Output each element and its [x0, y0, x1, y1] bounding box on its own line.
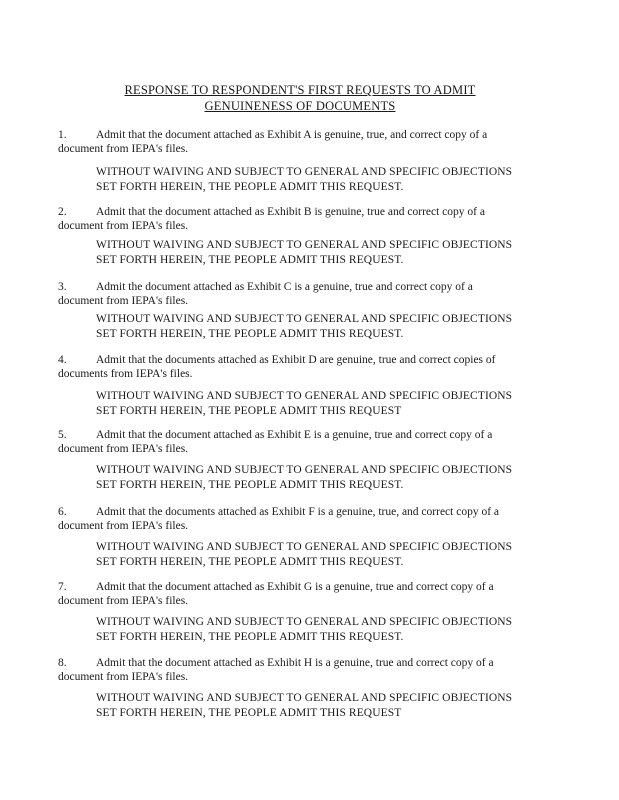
request-text-line-1: Admit that the document attached as Exhibit B is genuine, true and correct copy of a [96, 206, 485, 218]
request-number: 2. [58, 206, 67, 218]
request-text-line-1: Admit that the document attached as Exhibit H is a genuine, true and correct copy of a [96, 657, 494, 669]
request-text-line-2: document from IEPA's files. [58, 143, 189, 155]
response-text-line-2: SET FORTH HEREIN, THE PEOPLE ADMIT THIS REQUEST. [96, 254, 404, 266]
request-1 [58, 128, 553, 156]
document-title-line-1: RESPONSE TO RESPONDENT'S FIRST REQUESTS TO ADMIT [124, 83, 476, 97]
request-text-line-1: Admit that the documents attached as Exhibit D are genuine, true and correct copies of [96, 354, 496, 366]
response-text-line-2: SET FORTH HEREIN, THE PEOPLE ADMIT THIS REQUEST. [96, 328, 404, 340]
request-number: 5. [58, 429, 67, 441]
request-text-line-2: document from IEPA's files. [58, 295, 189, 307]
request-7 [58, 580, 553, 608]
request-3 [58, 280, 553, 308]
request-text-line-1: Admit that the document attached as Exhibit E is a genuine, true and correct copy of a [96, 429, 493, 441]
response-5 [96, 463, 556, 493]
request-text-line-1: Admit that the documents attached as Exhibit F is a genuine, true, and correct copy of a [96, 506, 500, 518]
request-text-line-1: Admit the document attached as Exhibit C is a genuine, true and correct copy of a [96, 281, 473, 293]
response-text-line-1: WITHOUT WAIVING AND SUBJECT TO GENERAL AND SPECIFIC OBJECTIONS [96, 239, 513, 251]
request-2 [58, 205, 553, 233]
response-4 [96, 389, 556, 419]
response-text-line-2: SET FORTH HEREIN, THE PEOPLE ADMIT THIS REQUEST. [96, 631, 404, 643]
document-title-line-2: GENUINENESS OF DOCUMENTS [204, 99, 396, 113]
request-text-line-1: Admit that the document attached as Exhibit A is genuine, true, and correct copy of a [96, 129, 488, 141]
response-text-line-1: WITHOUT WAIVING AND SUBJECT TO GENERAL AND SPECIFIC OBJECTIONS [96, 166, 513, 178]
request-number: 4. [58, 354, 67, 366]
response-text-line-2: SET FORTH HEREIN, THE PEOPLE ADMIT THIS REQUEST [96, 707, 402, 719]
response-text-line-1: WITHOUT WAIVING AND SUBJECT TO GENERAL AND SPECIFIC OBJECTIONS [96, 464, 513, 476]
request-4 [58, 353, 553, 381]
response-6 [96, 540, 556, 570]
request-text-line-2: document from IEPA's files. [58, 671, 189, 683]
request-text-line-2: document from IEPA's files. [58, 520, 189, 532]
response-3 [96, 312, 556, 342]
response-text-line-2: SET FORTH HEREIN, THE PEOPLE ADMIT THIS REQUEST. [96, 181, 404, 193]
request-6 [58, 505, 553, 533]
request-text-line-1: Admit that the document attached as Exhibit G is a genuine, true and correct copy of a [96, 581, 494, 593]
request-text-line-2: document from IEPA's files. [58, 220, 189, 232]
response-text-line-1: WITHOUT WAIVING AND SUBJECT TO GENERAL AND SPECIFIC OBJECTIONS [96, 313, 513, 325]
request-5 [58, 428, 553, 456]
response-7 [96, 615, 556, 645]
request-8 [58, 656, 553, 684]
response-text-line-1: WITHOUT WAIVING AND SUBJECT TO GENERAL AND SPECIFIC OBJECTIONS [96, 616, 513, 628]
response-text-line-2: SET FORTH HEREIN, THE PEOPLE ADMIT THIS REQUEST. [96, 479, 404, 491]
response-text-line-1: WITHOUT WAIVING AND SUBJECT TO GENERAL AND SPECIFIC OBJECTIONS [96, 390, 513, 402]
request-text-line-2: documents from IEPA's files. [58, 368, 193, 380]
response-text-line-2: SET FORTH HEREIN, THE PEOPLE ADMIT THIS REQUEST. [96, 556, 404, 568]
response-2 [96, 238, 556, 268]
request-number: 8. [58, 657, 67, 669]
response-text-line-1: WITHOUT WAIVING AND SUBJECT TO GENERAL AND SPECIFIC OBJECTIONS [96, 541, 513, 553]
request-number: 3. [58, 281, 67, 293]
request-number: 6. [58, 506, 67, 518]
request-number: 7. [58, 581, 67, 593]
response-1 [96, 165, 556, 195]
response-text-line-2: SET FORTH HEREIN, THE PEOPLE ADMIT THIS REQUEST [96, 405, 402, 417]
response-text-line-1: WITHOUT WAIVING AND SUBJECT TO GENERAL AND SPECIFIC OBJECTIONS [96, 692, 513, 704]
response-8 [96, 691, 556, 721]
request-number: 1. [58, 129, 67, 141]
request-text-line-2: document from IEPA's files. [58, 595, 189, 607]
request-text-line-2: document from IEPA's files. [58, 443, 189, 455]
